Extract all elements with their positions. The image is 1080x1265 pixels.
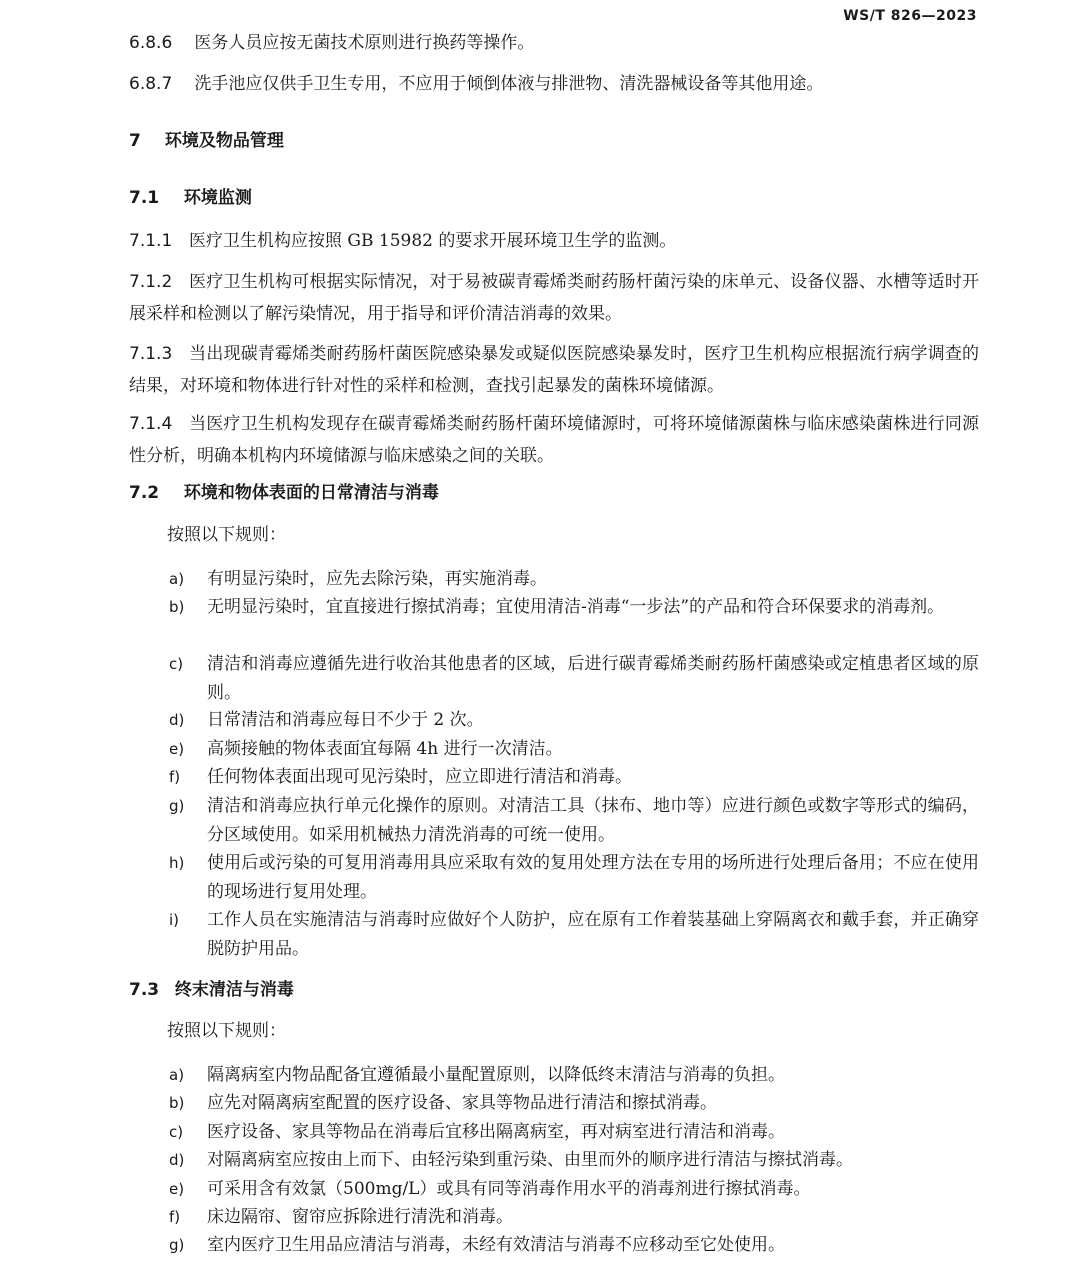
list-marker: c) [169, 1123, 184, 1141]
list-item-7-2-a [169, 565, 979, 594]
clause-text: 医务人员应按无菌技术原则进行换药等操作。 [194, 33, 535, 53]
clause-7-1-2 [129, 266, 979, 330]
clause-text: 医疗卫生机构可根据实际情况，对于易被碳青霉烯类耐药肠杆菌污染的床单元、设备仪器、水槽等适时开展采样和检测以了解污染情况，用于指导和评价清洁消毒的效果。 [129, 272, 979, 324]
section-number: 7.2 [129, 483, 160, 503]
list-marker: g) [169, 797, 185, 815]
section-7-3-intro: 按照以下规则： [167, 1021, 286, 1041]
clause-7-1-4 [129, 408, 979, 472]
section-title: 终末清洁与消毒 [174, 980, 294, 1000]
clause-text: 洗手池应仅供手卫生专用，不应用于倾倒体液与排泄物、清洗器械设备等其他用途。 [194, 74, 824, 94]
section-7-2-heading [129, 479, 439, 507]
list-text: 床边隔帘、窗帘应拆除进行清洗和消毒。 [207, 1207, 513, 1227]
list-text: 隔离病室内物品配备宜遵循最小量配置原则，以降低终末清洁与消毒的负担。 [207, 1065, 785, 1085]
chapter-7-heading [129, 127, 284, 155]
list-text: 任何物体表面出现可见污染时，应立即进行清洁和消毒。 [207, 767, 632, 787]
list-marker: d) [169, 1151, 185, 1169]
list-marker: e) [169, 740, 185, 758]
clause-number: 7.1.1 [129, 231, 173, 251]
section-number: 7.3 [129, 980, 160, 1000]
list-marker: b) [169, 598, 185, 616]
clause-6-8-7 [129, 70, 823, 98]
list-marker: c) [169, 655, 184, 673]
list-marker: g) [169, 1236, 185, 1254]
list-marker: f) [169, 1208, 181, 1226]
list-marker: b) [169, 1094, 185, 1112]
list-text: 对隔离病室应按由上而下、由轻污染到重污染、由里而外的顺序进行清洁与擦拭消毒。 [207, 1150, 853, 1170]
list-marker: a) [169, 570, 185, 588]
list-marker: f) [169, 768, 181, 786]
list-item-7-2-b [169, 593, 979, 622]
section-title: 环境和物体表面的日常清洁与消毒 [183, 483, 439, 503]
list-text: 日常清洁和消毒应每日不少于 2 次。 [207, 710, 484, 730]
section-number: 7.1 [129, 188, 160, 208]
list-item-7-2-h [169, 849, 979, 906]
clause-text: 当出现碳青霉烯类耐药肠杆菌医院感染暴发或疑似医院感染暴发时，医疗卫生机构应根据流行病学调查的结果，对环境和物体进行针对性的采样和检测，查找引起暴发的菌株环境储源。 [129, 344, 979, 396]
clause-number: 7.1.2 [129, 272, 173, 292]
list-text: 无明显污染时，宜直接进行擦拭消毒；宜使用清洁-消毒“一步法”的产品和符合环保要求的消毒剂。 [207, 597, 945, 617]
list-item-7-2-e [169, 735, 979, 764]
clause-7-1-1 [129, 225, 979, 257]
list-marker: d) [169, 711, 185, 729]
list-text: 工作人员在实施清洁与消毒时应做好个人防护，应在原有工作着装基础上穿隔离衣和戴手套，并正确穿脱防护用品。 [207, 910, 979, 959]
list-text: 清洁和消毒应遵循先进行收治其他患者的区域，后进行碳青霉烯类耐药肠杆菌感染或定植患者区域的原则。 [207, 654, 979, 703]
clause-number: 6.8.6 [129, 33, 173, 53]
list-text: 使用后或污染的可复用消毒用具应采取有效的复用处理方法在专用的场所进行处理后备用；不应在使用的现场进行复用处理。 [207, 853, 979, 902]
list-marker: h) [169, 854, 185, 872]
list-marker: e) [169, 1180, 185, 1198]
chapter-number: 7 [129, 131, 141, 151]
section-title: 环境监测 [183, 188, 252, 208]
list-item-7-2-g [169, 792, 979, 849]
list-text: 应先对隔离病室配置的医疗设备、家具等物品进行清洁和擦拭消毒。 [207, 1093, 717, 1113]
section-7-1-heading [129, 184, 252, 212]
list-text: 可采用含有效氯（500mg/L）或具有同等消毒作用水平的消毒剂进行擦拭消毒。 [207, 1179, 811, 1199]
clause-text: 医疗卫生机构应按照 GB 15982 的要求开展环境卫生学的监测。 [189, 231, 677, 251]
list-text: 医疗设备、家具等物品在消毒后宜移出隔离病室，再对病室进行清洁和消毒。 [207, 1122, 785, 1142]
clause-text: 当医疗卫生机构发现存在碳青霉烯类耐药肠杆菌环境储源时，可将环境储源菌株与临床感染菌株进行同源性分析，明确本机构内环境储源与临床感染之间的关联。 [129, 414, 979, 466]
list-text: 高频接触的物体表面宜每隔 4h 进行一次清洁。 [207, 739, 563, 759]
clause-number: 7.1.3 [129, 344, 173, 364]
list-item-7-2-i [169, 906, 979, 963]
list-item-7-3-b [169, 1089, 979, 1118]
list-item-7-3-a [169, 1061, 979, 1090]
list-item-7-2-d [169, 706, 979, 735]
list-item-7-3-c [169, 1118, 979, 1147]
list-marker: i) [169, 911, 180, 929]
list-text: 清洁和消毒应执行单元化操作的原则。对清洁工具（抹布、地巾等）应进行颜色或数字等形式的编码，分区域使用。如采用机械热力清洗消毒的可统一使用。 [207, 796, 979, 845]
list-item-7-3-e [169, 1175, 979, 1204]
section-7-2-intro: 按照以下规则： [167, 525, 286, 545]
list-item-7-3-d [169, 1146, 979, 1175]
list-item-7-3-f [169, 1203, 979, 1232]
clause-number: 6.8.7 [129, 74, 173, 94]
list-item-7-3-g [169, 1231, 979, 1260]
clause-6-8-6 [129, 29, 534, 57]
clause-number: 7.1.4 [129, 414, 173, 434]
standard-code: WS/T 826—2023 [843, 8, 977, 24]
clause-7-1-3 [129, 338, 979, 402]
list-item-7-2-f [169, 763, 979, 792]
list-marker: a) [169, 1066, 185, 1084]
list-text: 有明显污染时，应先去除污染，再实施消毒。 [207, 569, 547, 589]
section-7-3-heading [129, 976, 294, 1004]
list-item-7-2-c [169, 650, 979, 707]
chapter-title: 环境及物品管理 [164, 131, 284, 151]
list-text: 室内医疗卫生用品应清洁与消毒，未经有效清洁与消毒不应移动至它处使用。 [207, 1235, 785, 1255]
